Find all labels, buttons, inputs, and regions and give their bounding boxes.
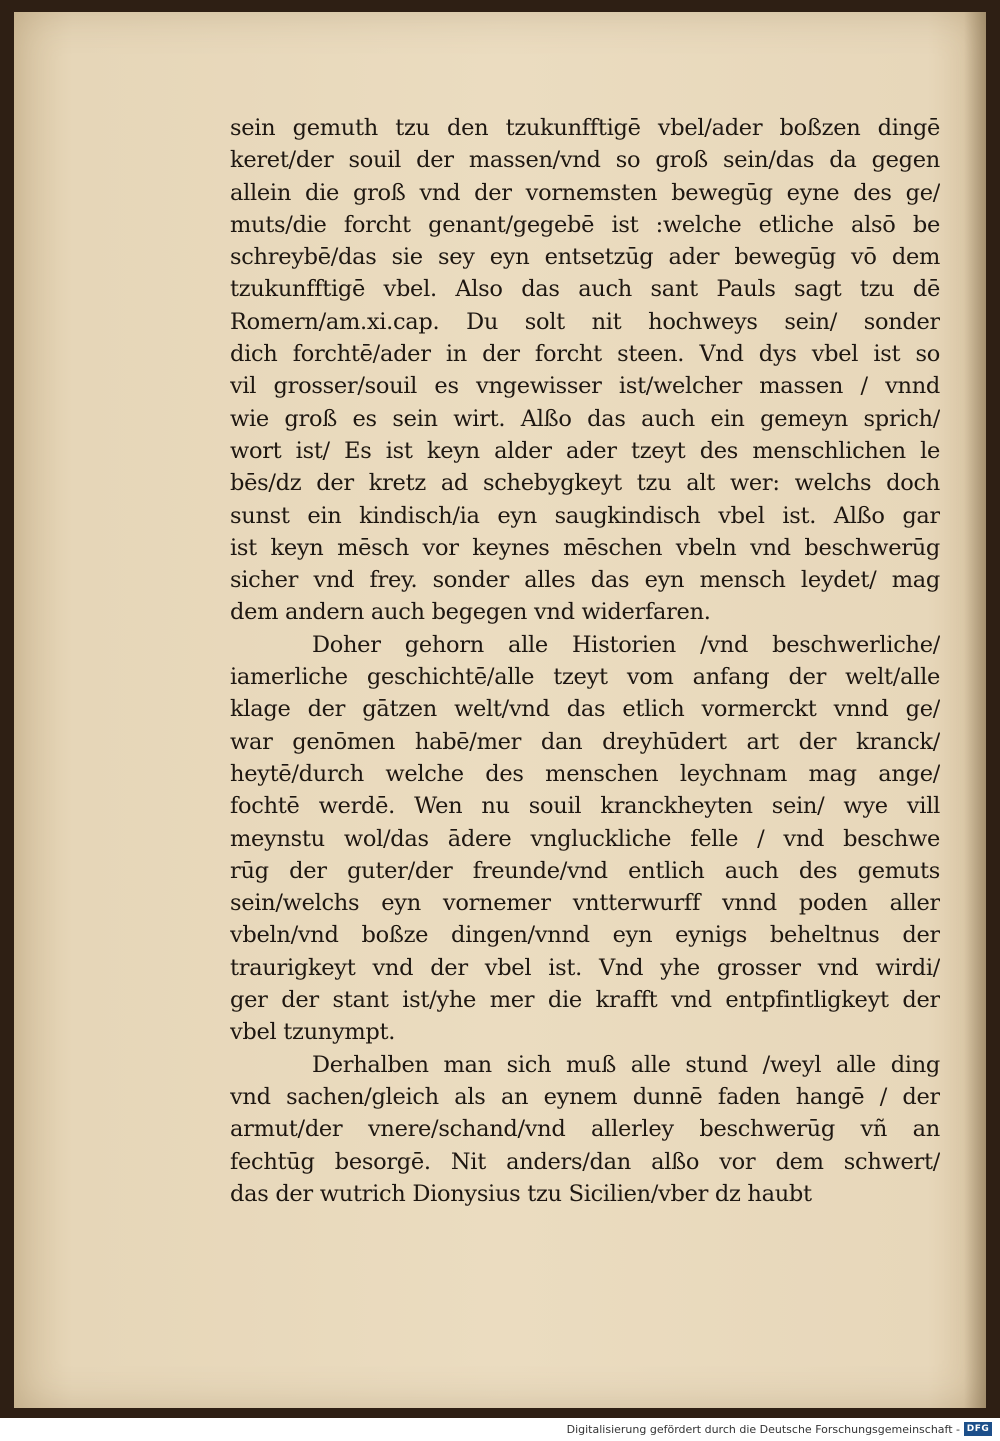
text-line: sein/welchs eyn vornemer vntterwurff vnnd poden aller (230, 890, 940, 917)
text-line: vil grosser/souil es vngewisser ist/welcher massen / vnnd (230, 373, 940, 400)
text-line: tzukunfftigē vbel. Also das auch sant Pauls sagt tzu dē (230, 276, 940, 303)
text-line: Doher gehorn alle Historien /vnd beschwerliche/ (312, 631, 940, 658)
text-line: das der wutrich Dionysius tzu Sicilien/vber dz haubt (230, 1180, 812, 1207)
text-line: klage der gātzen welt/vnd das etlich vormerckt vnnd ge/ (230, 696, 940, 723)
text-line: vbeln/vnd boßze dingen/vnnd eyn eynigs beheltnus der (230, 922, 940, 949)
text-line: bēs/dz der kretz ad schebygkeyt tzu alt wer: welchs doch (230, 470, 940, 497)
text-line: Derhalben man sich muß alle stund /weyl alle ding (312, 1051, 940, 1078)
text-line: muts/die forcht genant/gegebē ist :welche etliche alsō be (230, 211, 940, 238)
text-line: dem andern auch begegen vnd widerfaren. (230, 599, 711, 626)
text-line: schreybē/das sie sey eyn entsetzūg ader bewegūg vō dem (230, 244, 940, 271)
text-line: wort ist/ Es ist keyn alder ader tzeyt des menschlichen le (230, 437, 940, 464)
text-line: sunst ein kindisch/ia eyn saugkindisch vbel ist. Alßo gar (230, 502, 940, 529)
text-line: ger der stant ist/yhe mer die krafft vnd entpfintligkeyt der (230, 987, 940, 1014)
text-line: wie groß es sein wirt. Alßo das auch ein gemeyn sprich/ (230, 405, 940, 432)
page-edge-shadow (964, 12, 986, 1408)
text-line: Romern/am.xi.cap. Du solt nit hochweys sein/ sonder (230, 308, 940, 335)
text-line: meynstu wol/das ādere vngluckliche felle / vnd beschwe (230, 825, 940, 852)
page-text-block (230, 112, 940, 1210)
text-line: heytē/durch welche des menschen leychnam mag ange/ (230, 760, 940, 787)
text-line: sein gemuth tzu den tzukunfftigē vbel/ader boßzen dingē (230, 115, 940, 141)
footer-bar (0, 1418, 1000, 1441)
text-line: vbel tzunympt. (230, 1019, 396, 1046)
text-line: war genōmen habē/mer dan dreyhūdert art der kranck/ (230, 728, 940, 755)
text-line: sicher vnd frey. sonder alles das eyn mensch leydet/ mag (230, 567, 940, 594)
text-line: allein die groß vnd der vornemsten bewegūg eyne des ge/ (230, 179, 940, 206)
text-line: traurigkeyt vnd der vbel ist. Vnd yhe grosser vnd wirdi/ (230, 954, 940, 981)
text-line: iamerliche geschichtē/alle tzeyt vom anfang der welt/alle (230, 664, 940, 691)
text-line: fochtē werdē. Wen nu souil kranckheyten sein/ wye vill (230, 793, 940, 820)
text-line: fechtūg besorgē. Nit anders/dan alßo vor dem schwert/ (230, 1148, 940, 1175)
text-line: rūg der guter/der freunde/vnd entlich auch des gemuts (230, 857, 940, 884)
text-line: keret/der souil der massen/vnd so groß sein/das da gegen (230, 147, 940, 174)
text-line: dich forchtē/ader in der forcht steen. Vnd dys vbel ist so (230, 341, 940, 368)
dfg-logo[interactable]: DFG (964, 1422, 992, 1436)
text-line: armut/der vnere/schand/vnd allerley beschwerūg vñ an (230, 1116, 940, 1143)
text-line: vnd sachen/gleich als an eynem dunnē faden hangē / der (230, 1083, 940, 1110)
digitization-credit: Digitalisierung gefördert durch die Deutsche Forschungsgemeinschaft - (566, 1423, 960, 1436)
text-line: ist keyn mēsch vor keynes mēschen vbeln vnd beschwerūg (230, 534, 940, 561)
